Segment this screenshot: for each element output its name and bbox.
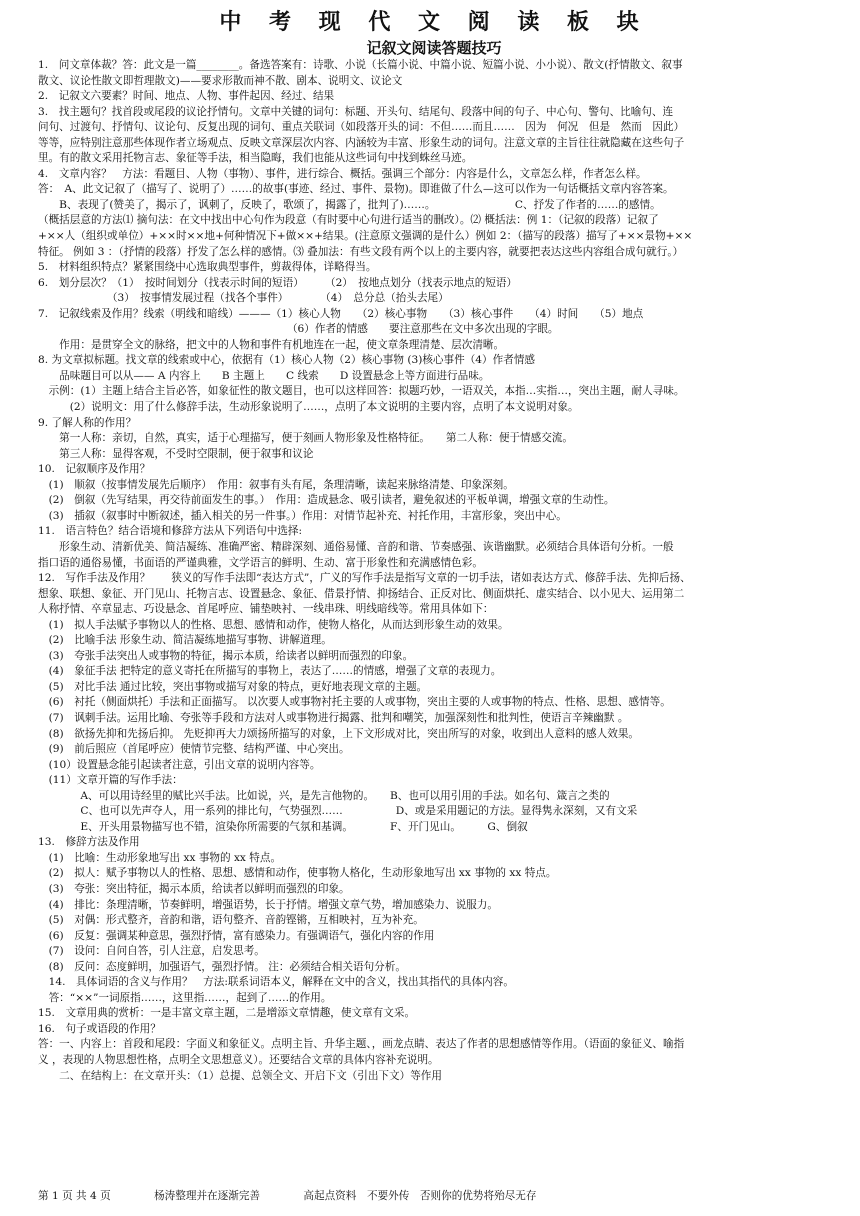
- text-line: 第一人称：亲切，自然，真实，适于心理描写，便于刻画人物形象及性格特征。 第二人称：便于情感交流。: [38, 432, 573, 445]
- text-line: (6) 衬托（侧面烘托）手法和正面描写。 以次要人或事物衬托主要的人或事物，突出主要的人或事物的特点、性格、思想、感情等。: [38, 696, 671, 709]
- document-body: [38, 58, 830, 1084]
- distribution-notice: 高起点资料 不要外传 否则你的优势将殆尽无存: [303, 1190, 537, 1202]
- text-line: 二、在结构上：在文章开头：（1）总提、总领全文、开启下文（引出下文）等作用: [38, 1069, 442, 1082]
- text-line: 14. 具体词语的含义与作用？ 方法:联系词语本义，解释在文中的含义，找出其指代的具体内容。: [38, 976, 514, 989]
- text-line: 6. 划分层次？（1） 按时间划分（找表示时间的短语） （2） 按地点划分（找表示地点的短语）: [38, 276, 518, 289]
- text-line: 15. 文章用典的赏析：一是丰富文章主题，二是增添文章情趣，使文章有文采。: [38, 1007, 416, 1020]
- author-note: 杨涛整理并在逐渐完善: [154, 1190, 261, 1202]
- page-number: 第 1 页 共 4 页: [38, 1190, 111, 1202]
- text-line: （6）作者的情感 要注意那些在文中多次出现的字眼。: [38, 323, 559, 336]
- text-line: 里。有的散文采用托物言志、象征等手法，相当隐晦，我们也能从这些词句中找到蛛丝马迹。: [38, 152, 473, 165]
- text-line: (6) 反复：强调某种意思，强烈抒情，富有感染力。有强调语气，强化内容的作用: [38, 929, 435, 942]
- text-line: (9) 前后照应（首尾呼应）使情节完整、结构严谨、中心突出。: [38, 743, 350, 756]
- text-line: (8) 反问：态度鲜明，加强语气，强烈抒情。 注：必须结合相关语句分析。: [38, 960, 406, 973]
- text-line: 形象生动、清新优美、简洁凝练、准确严密、精辟深刻、通俗易懂、音韵和谐、节奏感强、诙谐幽默。必须结合具体语句分析。一般: [38, 540, 674, 553]
- text-line: 13. 修辞方法及作用: [38, 836, 140, 849]
- text-line: （概括层意的方法⑴ 摘句法：在文中找出中心句作为段意（有时要中心句进行适当的删改）。⑵ 概括法：例 1：（记叙的段落）记叙了: [38, 214, 659, 227]
- text-line: 义 ，表现的人物思想性格，点明全文思想意义）。还要结合文章的具体内容补充说明。: [38, 1054, 439, 1066]
- document-page: [38, 8, 830, 1084]
- text-line: C、也可以先声夺人，用一系列的排比句，气势强烈…… D、或是采用题记的方法。显得隽永深刻，又有文采: [38, 805, 638, 818]
- text-line: 9. 了解人称的作用？: [38, 416, 137, 429]
- text-line: 第三人称：显得客观，不受时空限制，便于叙事和议论: [38, 447, 314, 460]
- text-line: 12. 写作手法及作用？ 狭义的写作手法即“表达方式”，广义的写作手法是指写文章的一切手法，诸如表达方式、修辞手法、先抑后扬、: [38, 572, 691, 585]
- page-footer: [38, 1188, 576, 1203]
- text-line: 作用：是贯穿全文的脉络，把文中的人物和事件有机地连在一起，使文章条理清楚、层次清晰。: [38, 338, 505, 351]
- page-subtitle: 记叙文阅读答题技巧: [366, 39, 502, 57]
- text-line: 散文、议论性散文即哲理散文)——要求形散而神不散、剧本、说明文、议论文: [38, 74, 403, 87]
- text-line: (5) 对偶：形式整齐，音韵和谐，语句整齐、音韵铿锵，互相映衬，互为补充。: [38, 914, 424, 927]
- text-line: B、表现了(赞美了，揭示了，讽刺了，反映了，歌颂了，揭露了，批判了)……。 C、抒发了作者的……的感情。: [38, 198, 661, 211]
- text-line: 3. 找主题句？找首段或尾段的议论抒情句。文章中关键的词句：标题、开头句、结尾句、段落中间的句子、中心句、警句、比喻句、连: [38, 105, 674, 118]
- text-line: (2) 拟人：赋予事物以人的性格、思想、感情和动作，使事物人格化，生动形象地写出 xx 事物的 xx 特点。: [38, 867, 557, 880]
- text-line: 人称抒情、卒章显志、巧设悬念、首尾呼应、铺垫映衬、一线串珠、明线暗线等。常用具体如下：: [38, 603, 494, 616]
- text-line: (4) 排比：条理清晰，节奏鲜明，增强语势，长于抒情。增强文章气势，增加感染力、说服力。: [38, 898, 498, 911]
- text-line: (1) 顺叙（按事情发展先后顺序） 作用：叙事有头有尾，条理清晰，读起来脉络清楚、印象深刻。: [38, 478, 514, 491]
- text-line: (7) 设问：自问自答，引人注意，启发思考。: [38, 945, 265, 958]
- text-line: 16. 句子或语段的作用？: [38, 1022, 161, 1035]
- text-line: (3) 夸张手法突出人或事物的特征，揭示本质，给读者以鲜明而强烈的印象。: [38, 649, 414, 662]
- text-line: 指口语的通俗易懂，书面语的严谨典雅，文学语言的鲜明、生动、富于形象性和充满感情色彩。: [38, 556, 483, 569]
- text-line: 示例：(1）主题上结合主旨必答，如象征性的散文题目，也可以这样回答：拟题巧妙，一语双关，本指…实指…，突出主题，耐人寻味。: [38, 385, 685, 398]
- text-line: (7) 讽刺手法。运用比喻、夸张等手段和方法对人或事物进行揭露、批判和嘲笑，加强深刻性和批判性，使语言辛辣幽默 。: [38, 711, 629, 724]
- page-title: 中 考 现 代 文 阅 读 板 块: [219, 10, 649, 35]
- text-line: E、开头用景物描写也不错，渲染你所需要的气氛和基调。 F、开门见山。 G、倒叙: [38, 820, 528, 833]
- text-line: (4) 象征手法 把特定的意义寄托在所描写的事物上，表达了……的情感，增强了文章的表现力。: [38, 665, 502, 678]
- text-line: 10. 记叙顺序及作用？: [38, 463, 151, 476]
- text-line: A、可以用诗经里的赋比兴手法。比如说，兴，是先言他物的。 B、也可以用引用的手法。如名句、箴言之类的: [38, 789, 610, 802]
- text-line: 4. 文章内容？ 方法：看题目、人物（事物）、事件，进行综合、概括。强调三个部分：内容是什么，文章怎么样，作者怎么样。: [38, 167, 647, 180]
- text-line: (1) 比喻：生动形象地写出 xx 事物的 xx 特点。: [38, 851, 282, 864]
- text-line: 2. 记叙文六要素？时间、地点、人物、事件起因、经过、结果: [38, 90, 335, 103]
- text-line: 5. 材料组织特点？紧紧围绕中心选取典型事件，剪裁得体，详略得当。: [38, 261, 377, 274]
- text-line: 1. 问文章体裁？答：此文是一篇________。备选答案有：诗歌、小说（长篇小说、中篇小说、短篇小说、小小说）、散文(抒情散文、叙事: [38, 59, 683, 71]
- text-line: 8. 为文章拟标题。找文章的线索或中心，依据有（1）核心人物（2）核心事物 (3)核心事件（4）作者情感: [38, 354, 536, 367]
- text-line: 想象、联想、象征、开门见山、托物言志、设置悬念、象征、借景抒情、抑扬结合、正反对比、侧面烘托、虚实结合、以小见大、运用第二: [38, 587, 685, 600]
- text-line: (2）说明文：用了什么修辞手法，生动形象说明了……，点明了本文说明的主要内容，点明了本文说明对象。: [38, 401, 579, 414]
- text-line: 问句、过渡句、抒情句、议论句、反复出现的词句、重点关联词（如段落开头的词：不但……而且…… 因为 何况 但是 然而 因此）: [38, 121, 685, 134]
- text-line: 11. 语言特色？结合语境和修辞方法从下列语句中选择:: [38, 525, 303, 538]
- text-line: (2) 比喻手法 形象生动、简洁凝练地描写事物、讲解道理。: [38, 634, 332, 647]
- text-line: (11）文章开篇的写作手法：: [38, 774, 183, 787]
- text-line: (2) 倒叙（先写结果，再交待前面发生的事。） 作用：造成悬念、吸引读者，避免叙述的平板单调，增强文章的生动性。: [38, 494, 615, 507]
- text-line: （3） 按事情发展过程（找各个事件） （4） 总分总（抬头去尾）: [38, 292, 449, 305]
- text-line: (3) 夸张：突出特征，揭示本质，给读者以鲜明而强烈的印象。: [38, 882, 350, 895]
- text-line: 品味题目可以从—— A 内容上 B 主题上 C 线索 D 设置悬念上等方面进行品味。: [38, 369, 490, 382]
- text-line: 答：“××”一词原指……，这里指……，起到了……的作用。: [38, 991, 332, 1004]
- text-line: 答： A、此文记叙了（描写了、说明了）……的故事(事迹、经过、事件、景物)。即谁做了什么—这可以作为一句话概括文章内容答案。: [38, 183, 674, 196]
- text-line: 特征。 例如 3 ：（抒情的段落）抒发了怎么样的感情。⑶ 叠加法：有些文段有两个以上的主要内容，就要把表达这些内容组合成句就行。）: [38, 245, 684, 258]
- text-line: (8) 欲扬先抑和先扬后抑。 先贬抑再大力颂扬所描写的对象，上下文形成对比，突出所写的对象，收到出人意料的感人效果。: [38, 727, 640, 740]
- text-line: (5) 对比手法 通过比较，突出事物或描写对象的特点，更好地表现文章的主题。: [38, 680, 428, 693]
- text-line: 7. 记叙线索及作用？线索（明线和暗线）———（1）核心人物 （2）核心事物 （3）核心事件 （4）时间 （5）地点: [38, 307, 644, 320]
- text-line: (1) 拟人手法赋予事物以人的性格、思想、感情和动作，使物人格化，从而达到形象生动的效果。: [38, 618, 509, 631]
- text-line: 等等，应特别注意那些体现作者立场观点、反映文章深层次内容、内涵较为丰富、形象生动的词句。注意文章的主旨往往就隐藏在这些句子: [38, 136, 685, 149]
- text-line: (3) 插叙（叙事时中断叙述，插入相关的另一件事。）作用：对情节起补充、衬托作用，丰富形象，突出中心。: [38, 509, 567, 522]
- text-line: (10）设置悬念能引起读者注意，引出文章的说明内容等。: [38, 758, 321, 771]
- text-line: 答：一、内容上：首段和尾段：字面义和象征义。点明主旨、升华主题、，画龙点睛、表达了作者的思想感情等作用。（语面的象征义、喻指: [38, 1038, 685, 1051]
- text-line: +××人（组织或单位）+××时××地+何种情况下+做××+结果。(注意原文强调的是什么）例如 2：（描写的段落）描写了+××景物+××: [38, 230, 693, 243]
